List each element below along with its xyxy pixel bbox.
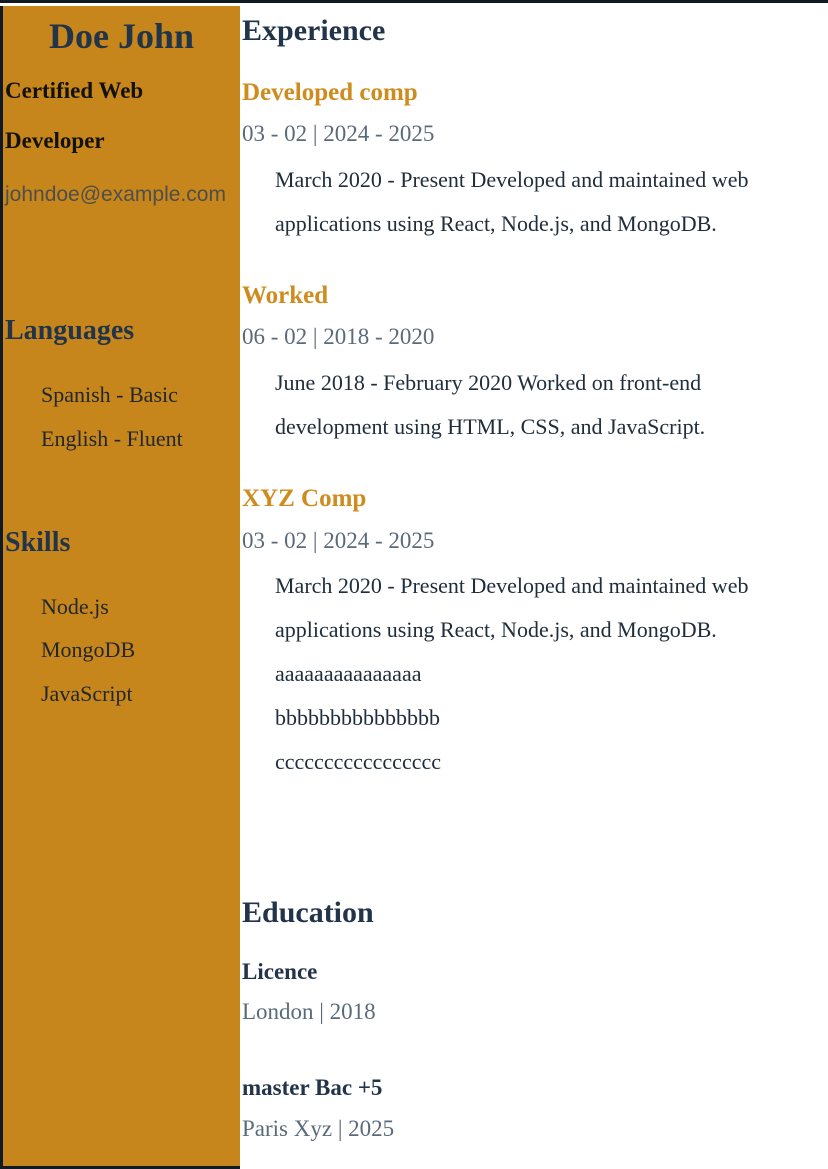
skills-list <box>5 585 238 715</box>
education-heading: Education <box>242 896 374 930</box>
job-entry <box>242 79 784 246</box>
job-extra-line: bbbbbbbbbbbbbbb <box>275 705 440 731</box>
education-entry <box>242 959 784 1026</box>
language-item: English - Fluent <box>41 425 183 451</box>
main-content <box>240 6 828 1169</box>
job-description-text: March 2020 - Present Developed and maintained web applications using React, Node.js, and MongoDB. <box>275 573 749 643</box>
job-dates: 06 - 02 | 2018 - 2020 <box>242 324 435 350</box>
experience-heading: Experience <box>242 14 386 47</box>
job-title: Developed comp <box>242 78 418 106</box>
languages-list <box>5 373 238 460</box>
job-extra-line: ccccccccccccccccc <box>275 749 441 775</box>
education-entry <box>242 1075 784 1142</box>
job-title: XYZ Comp <box>242 484 367 512</box>
degree-details: Paris Xyz | 2025 <box>242 1115 395 1141</box>
job-dates: 03 - 02 | 2024 - 2025 <box>242 121 435 147</box>
language-item: Spanish - Basic <box>41 382 178 408</box>
degree-details: London | 2018 <box>242 999 376 1024</box>
candidate-title: Certified Web Developer <box>5 78 144 154</box>
job-dates: 03 - 02 | 2024 - 2025 <box>242 527 435 553</box>
job-entry <box>242 485 784 784</box>
job-description: June 2018 - February 2020 Worked on front-end development using HTML, CSS, and JavaScript. <box>275 369 706 439</box>
email-text: johndoe@example.com <box>5 182 226 206</box>
degree-title: master Bac +5 <box>242 1075 383 1101</box>
job-extra-line: aaaaaaaaaaaaaaa <box>275 661 422 687</box>
job-description <box>275 564 784 784</box>
candidate-name: Doe John <box>48 16 195 56</box>
job-entry <box>242 282 784 449</box>
sidebar <box>0 6 240 1169</box>
skills-heading: Skills <box>5 526 71 558</box>
skill-item: JavaScript <box>41 680 133 706</box>
job-description: March 2020 - Present Developed and maintained web applications using React, Node.js, and MongoDB. <box>275 166 749 236</box>
skill-item: MongoDB <box>41 637 136 663</box>
languages-heading: Languages <box>5 315 135 347</box>
degree-title: Licence <box>242 958 318 984</box>
skill-item: Node.js <box>41 594 109 620</box>
job-title: Worked <box>242 281 329 309</box>
